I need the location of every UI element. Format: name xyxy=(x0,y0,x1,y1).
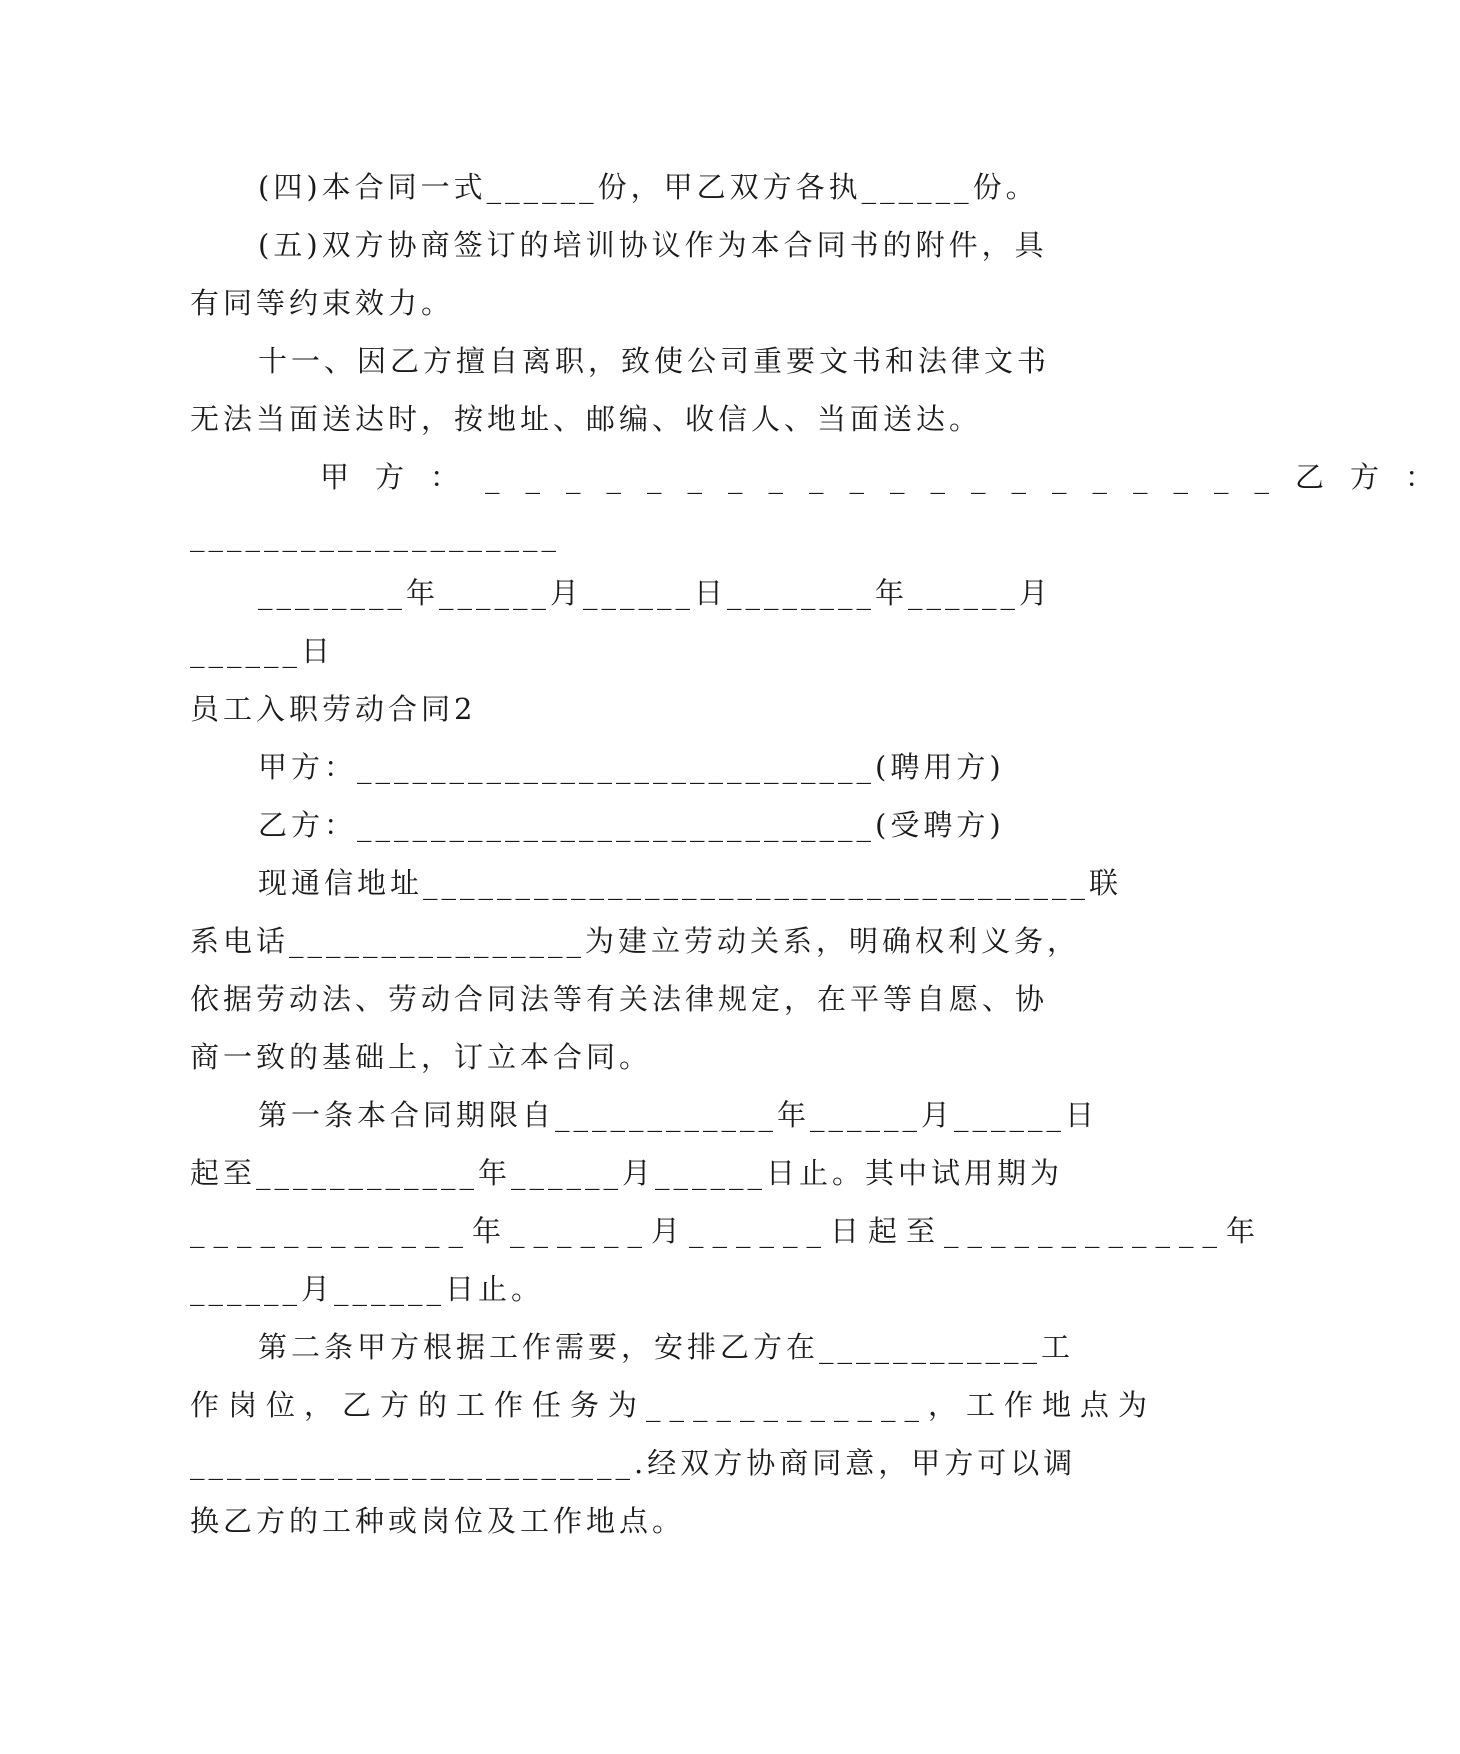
text-line: 有同等约束效力。 xyxy=(190,286,455,320)
document-page xyxy=(190,158,1460,1550)
text-line: 作岗位，乙方的工作任务为____________，工作地点为 xyxy=(190,1388,1157,1422)
signature-blank: ____________________ xyxy=(190,518,560,552)
text-line: 无法当面送达时，按地址、邮编、收信人、当面送达。 xyxy=(190,402,983,436)
text-line: 第一条本合同期限自____________年______月______日 xyxy=(258,1098,1099,1132)
text-line: (五)双方协商签订的培训协议作为本合同书的附件，具 xyxy=(258,228,1048,262)
text-line: ______月______日止。 xyxy=(190,1272,545,1306)
text-line: 十一、因乙方擅自离职，致使公司重要文书和法律文书 xyxy=(258,344,1051,378)
text-line: (四)本合同一式______份，甲乙双方各执______份。 xyxy=(258,170,1039,204)
text-line: ____________年______月______日起至____________年 xyxy=(190,1214,1265,1248)
text-line: 起至____________年______月______日止。其中试用期为 xyxy=(190,1156,1064,1190)
text-line: 第二条甲方根据工作需要，安排乙方在____________工 xyxy=(258,1330,1075,1364)
section-title: 员工入职劳动合同2 xyxy=(190,692,477,726)
date-line: ______日 xyxy=(190,634,335,668)
text-line: 换乙方的工种或岗位及工作地点。 xyxy=(190,1504,686,1538)
text-line: ________________________.经双方协商同意，甲方可以调 xyxy=(190,1446,1077,1480)
text-line: 商一致的基础上，订立本合同。 xyxy=(190,1040,653,1074)
party-b-line: 乙方：____________________________(受聘方) xyxy=(258,808,1005,842)
text-line: 依据劳动法、劳动合同法等有关法律规定，在平等自愿、协 xyxy=(190,982,1049,1016)
date-line: ________年______月______日________年______月 xyxy=(258,576,1053,610)
party-a-line: 甲方：____________________________(聘用方) xyxy=(258,750,1005,784)
text-line: 系电话________________为建立劳动关系，明确权利义务， xyxy=(190,924,1081,958)
text-line: 现通信地址____________________________________联 xyxy=(258,866,1123,900)
signature-line: 甲方：____________________乙方： xyxy=(320,460,1460,494)
